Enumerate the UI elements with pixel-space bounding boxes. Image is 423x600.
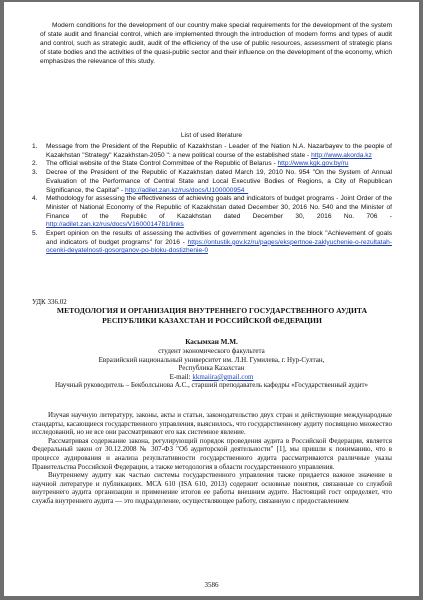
author-name: Касымхан М.М. xyxy=(185,338,238,346)
article-title: МЕТОДОЛОГИЯ И ОРГАНИЗАЦИЯ ВНУТРЕННЕГО ГОСУДАРСТВЕННОГО АУДИТА РЕСПУБЛИКИ КАЗАХСТАН И РОССИЙСКОЙ ФЕДЕРАЦИИ xyxy=(56,306,368,325)
body-paragraph: Рассматривая содержание закона, регулирующий порядок проведения аудита в Российской Федерации, является Федеральный закон от 30.12.2008 № 307-ФЗ "Об аудиторской деятельности" [1], мы пришли к пониманию, что в процессе аудирования и анализа результативности государственного аудита рассматриваются различные указы Правительства Российской Федерации, а также методология в области государственного управления. xyxy=(32,436,392,471)
reference-text: Decree of the President of the Republic of Kazakhstan dated March 19, 2010 No. 954 "On the System of Annual Evaluation of the Performance of Central State and Local Executive Bodies of Regions, a City of Republican Significance, the Capital" - xyxy=(46,169,392,194)
udk-code: УДК 336.02 xyxy=(32,298,67,306)
body-paragraph: Изучая научную литературу, законы, акты и статьи, законодательство двух стран и действующие международные стандарты, касающиеся государственного управления, выяснилось, что государственному аудиту посвящено множество исследований, но не все они рассматривают его как системное явление. xyxy=(32,411,392,437)
reference-link[interactable]: http://adilet.zan.kz/rus/docs/U100000954_ xyxy=(124,186,249,194)
reference-item xyxy=(32,230,392,256)
reference-item xyxy=(32,169,392,195)
reference-item xyxy=(32,195,392,230)
affiliation-country: Республика Казахстан xyxy=(178,364,245,373)
article-body xyxy=(32,411,392,506)
reference-link[interactable]: http://adilet.zan.kz/rus/docs/V1600014781/links xyxy=(46,221,184,229)
email-label: E-mail: xyxy=(169,372,193,381)
reference-link[interactable]: https://ontustik.gov.kz/ru/pages/ekspertnoe-zaklyuchenie-o-rezultatah-ocenki-deyatelnosti-gosorganov-po-bloku-dostizhenie-0 xyxy=(46,238,392,255)
references-title: List of used literature xyxy=(180,132,243,139)
reference-text: The official website of the State Control Committee of the Republic of Belarus - xyxy=(46,160,278,168)
affiliation-supervisor: Научный руководитель – Бекболсынова А.С., старший преподаватель кафедры «Государственный аудит» xyxy=(54,381,369,390)
reference-link[interactable]: http://www.kgk.gov.by/ru xyxy=(277,160,349,168)
document-page xyxy=(4,2,419,596)
reference-link[interactable]: http://www.akorda.kz xyxy=(311,151,372,159)
reference-text: Message from the President of the Republic of Kazakhstan - Leader of the Nation N.A. Nazarbayev to the people of Kazakhstan "Strategy" Kazakhstan-2050 ": a new political course of the established state - xyxy=(46,143,392,159)
affiliation-email-line xyxy=(44,373,379,382)
references-list xyxy=(32,143,392,256)
reference-item xyxy=(32,160,392,169)
page-number: 3586 xyxy=(204,581,219,589)
reference-item xyxy=(32,143,392,160)
reference-number: 5. xyxy=(32,230,38,238)
reference-number: 4. xyxy=(32,195,38,203)
reference-number: 2. xyxy=(32,160,38,168)
intro-paragraph: Modern conditions for the development of our country make special requirements for the development of the system of state audit and financial control, which are implemented through the introduction of modern forms and types of audit and control, such as strategic audit, audit of the efficiency of the use of public resources, assessment of strategic plans of state bodies and the activities of the quasi-public sector and their influence on the development of the economy, which emphasizes the relevance of this study. xyxy=(40,22,392,65)
affiliation-university: Евразийский национальный университет им. Л.Н. Гумилева, г. Нур-Султан, xyxy=(98,355,325,364)
body-paragraph: Внутреннему аудиту как частью системы государственного управления также придается важное значение в научной литературе и публикациях. МСА 610 (ISA 610, 2013) содержит основные понятия, связанные со службой внутреннего аудита организации и применение итогов ее работы внешним аудите. Настоящий гост определяет, что служба внутреннего аудита — это подразделение, осуществляющее работу, связанную с предоставлением xyxy=(32,471,392,505)
email-link[interactable]: kkmaiira@gmail.com xyxy=(192,372,254,381)
reference-text: Methodology for assessing the effectiveness of achieving goals and indicators of budget programs - Joint Order of the Minister of National Economy of the Republic of Kazakhstan dated December 30, 2016 No. 540 and the Minister of Finance of the Republic of Kazakhstan dated December 30, 2016 No. 706 - xyxy=(46,195,392,220)
affiliation-position: студент экономического факультета xyxy=(158,347,265,355)
reference-number: 1. xyxy=(32,143,38,150)
author-affiliation xyxy=(44,347,379,390)
reference-number: 3. xyxy=(32,169,38,177)
reference-text: Expert opinion on the results of assessing the activities of government agencies in the block "Achievement of goals and indicators of budget programs" for 2016 - xyxy=(46,230,392,246)
